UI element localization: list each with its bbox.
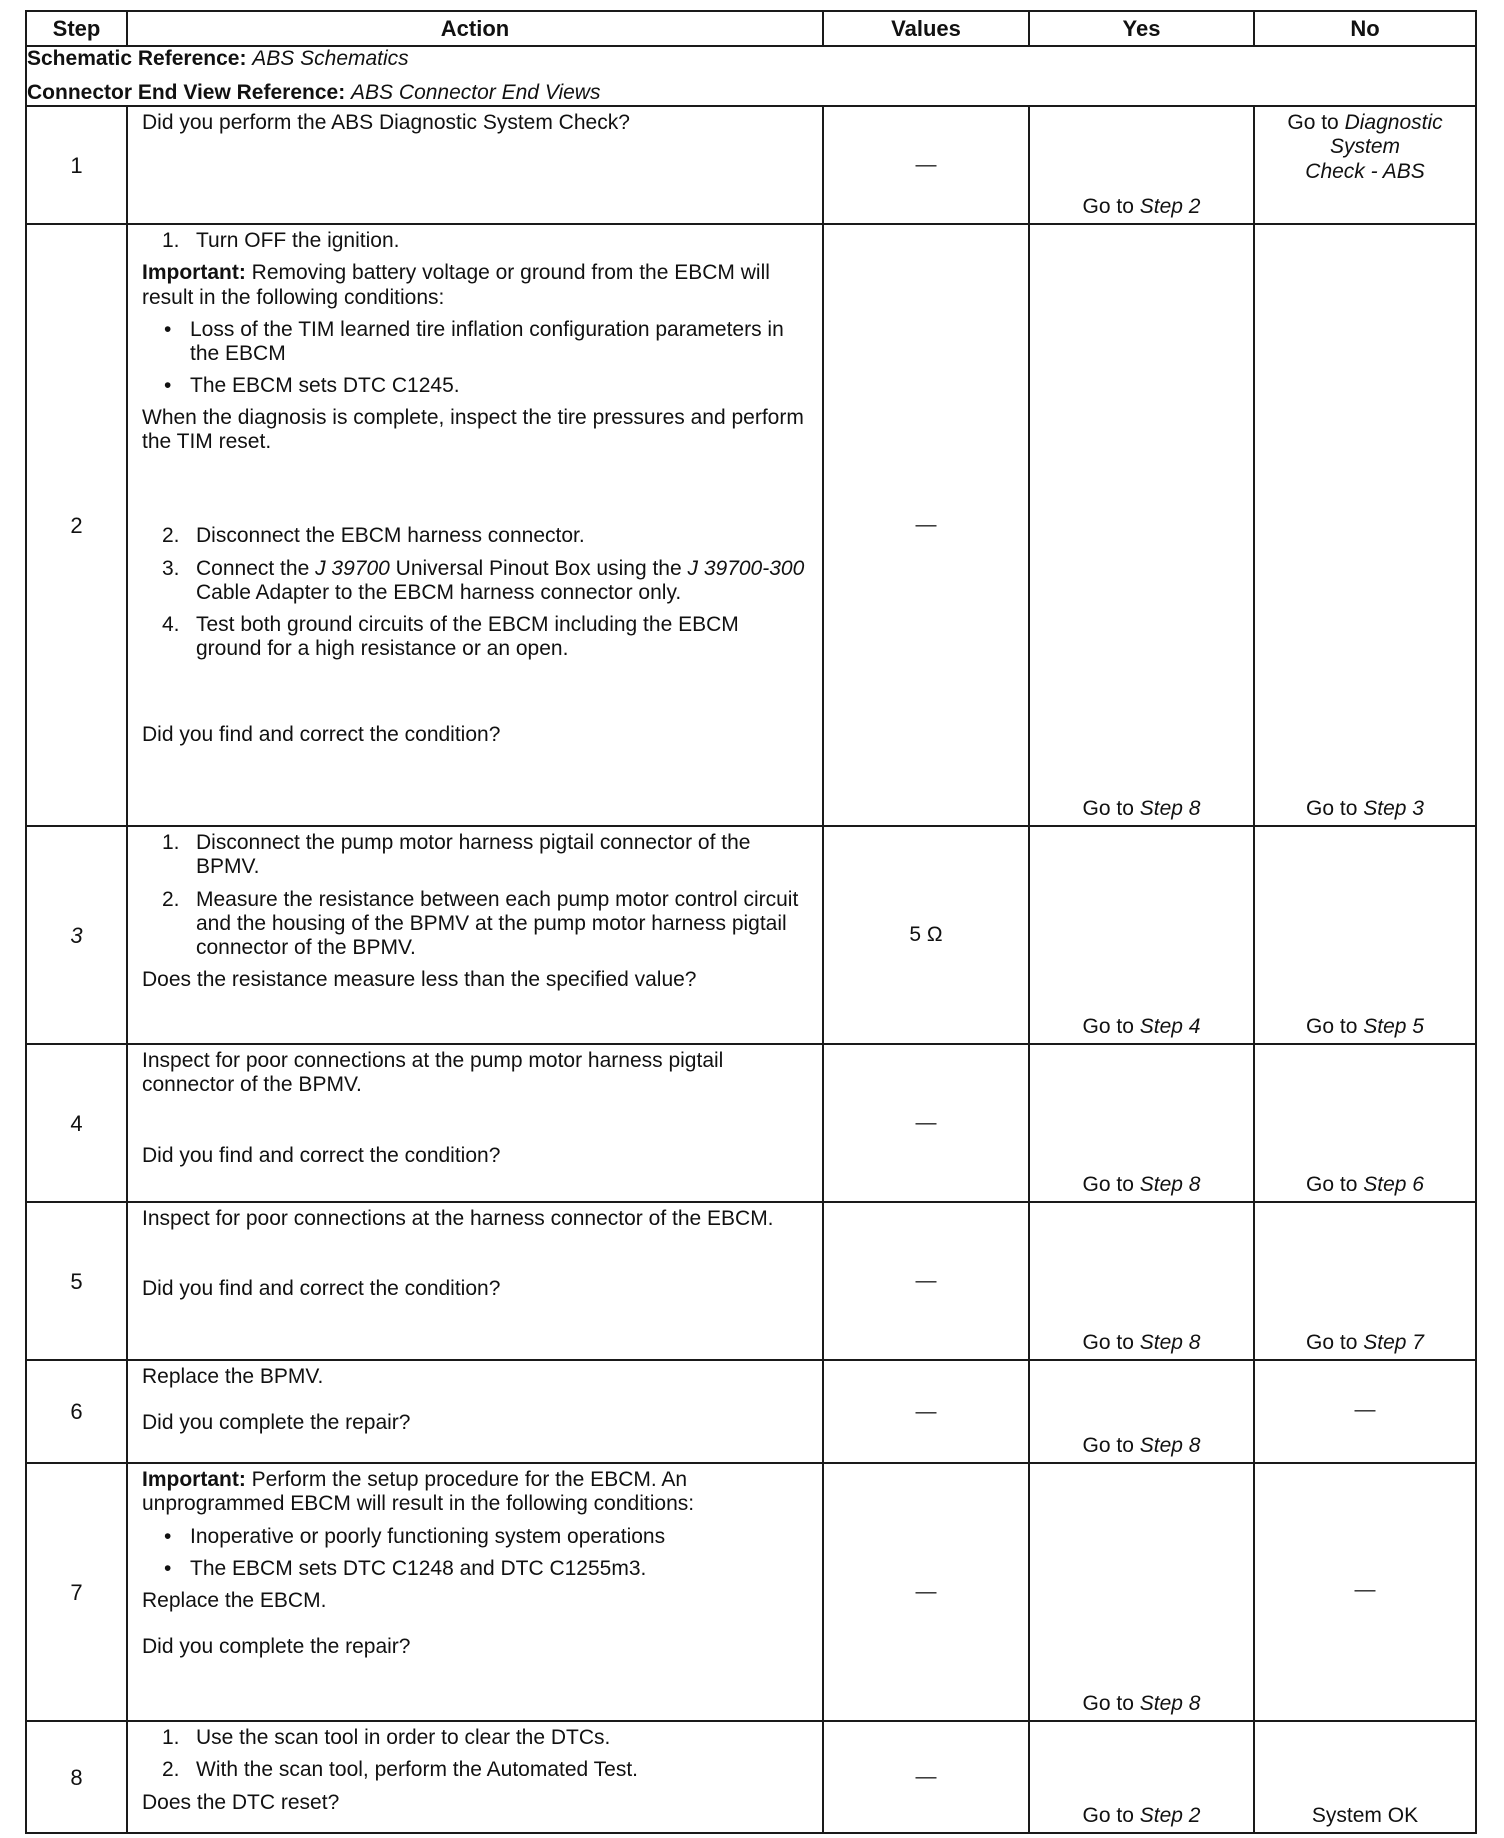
values-cell	[823, 1202, 1029, 1360]
step-number: 6	[26, 1360, 127, 1463]
no-cell	[1254, 1044, 1476, 1202]
action-text: Inspect for poor connections at the pump motor harness pigtail connector of the BPMV.	[142, 1049, 724, 1097]
list-item: 1. Disconnect the pump motor harness pigtail connector of the BPMV.	[162, 831, 751, 879]
goto-label: Go to	[1306, 1173, 1358, 1197]
table-row	[26, 106, 1476, 224]
list-item: 2. Disconnect the EBCM harness connector.	[162, 524, 585, 548]
list-item: 3. Connect the J 39700 Universal Pinout Box using the J 39700-300 Cable Adapter to the EBCM harness connector only.	[162, 556, 805, 604]
step-number: 3	[26, 826, 127, 1044]
no-step-ref: Step 7	[1363, 1331, 1424, 1355]
step-number: 8	[26, 1721, 127, 1833]
no-cell	[1254, 1202, 1476, 1360]
yes-step-ref: Step 2	[1139, 1804, 1201, 1828]
no-cell	[1254, 1463, 1476, 1721]
yes-step-ref: Step 8	[1139, 1692, 1201, 1716]
table-row	[26, 1044, 1476, 1202]
action-cell	[127, 1463, 823, 1721]
action-question: Did you complete the repair?	[142, 1634, 411, 1658]
values-cell	[823, 1044, 1029, 1202]
values-cell: 5 Ω	[823, 826, 1029, 1044]
reference-row	[26, 46, 1476, 106]
header-values: Values	[823, 11, 1029, 46]
yes-cell	[1029, 1044, 1254, 1202]
table-row	[26, 1463, 1476, 1721]
action-cell	[127, 1202, 823, 1360]
no-cell: System OK	[1254, 1721, 1476, 1833]
no-ref-line: Diagnostic	[1344, 111, 1443, 135]
action-question: Did you find and correct the condition?	[142, 1277, 501, 1301]
goto-label: Go to	[1082, 1173, 1134, 1197]
step-number: 5	[26, 1202, 127, 1360]
list-item: • The EBCM sets DTC C1245.	[164, 373, 460, 397]
yes-step-ref: Step 8	[1139, 797, 1201, 821]
step-number: 7	[26, 1463, 127, 1721]
dash-value: —	[915, 1111, 937, 1135]
goto-label: Go to	[1082, 797, 1134, 821]
goto-label: Go to	[1082, 1692, 1134, 1716]
action-question: Did you perform the ABS Diagnostic System Check?	[142, 111, 630, 135]
action-cell	[127, 106, 823, 224]
action-question: Did you complete the repair?	[142, 1411, 411, 1435]
action-cell	[127, 826, 823, 1044]
tool-ref: J 39700-300	[687, 556, 805, 580]
header-step: Step	[26, 11, 127, 46]
step-number: 4	[26, 1044, 127, 1202]
table-row	[26, 1721, 1476, 1833]
list-item: • The EBCM sets DTC C1248 and DTC C1255m3.	[164, 1556, 647, 1580]
yes-cell	[1029, 224, 1254, 826]
table-row	[26, 224, 1476, 826]
no-cell	[1254, 826, 1476, 1044]
goto-label: Go to	[1306, 1331, 1358, 1355]
no-step-ref: Step 5	[1363, 1015, 1424, 1039]
goto-label: Go to	[1306, 797, 1358, 821]
yes-step-ref: Step 2	[1139, 195, 1201, 219]
values-cell	[823, 106, 1029, 224]
yes-step-ref: Step 8	[1139, 1331, 1201, 1355]
list-item: 2. With the scan tool, perform the Automated Test.	[162, 1758, 639, 1782]
yes-cell	[1029, 1360, 1254, 1463]
no-cell	[1254, 1360, 1476, 1463]
list-item: 1. Turn OFF the ignition.	[162, 229, 400, 253]
connector-reference	[27, 81, 1475, 105]
yes-cell	[1029, 106, 1254, 224]
connector-reference-label: Connector End View Reference:	[27, 81, 346, 105]
header-no: No	[1254, 11, 1476, 46]
no-ref-line: Check - ABS	[1305, 159, 1425, 183]
goto-label: Go to	[1306, 1015, 1358, 1039]
no-step-ref: Step 6	[1363, 1173, 1424, 1197]
header-yes: Yes	[1029, 11, 1254, 46]
schematic-reference	[27, 47, 1475, 71]
dash-value: —	[915, 1269, 937, 1293]
dash-value: —	[915, 1580, 937, 1604]
values-cell	[823, 1360, 1029, 1463]
no-step-ref: Step 3	[1363, 797, 1424, 821]
yes-cell	[1029, 1202, 1254, 1360]
action-cell	[127, 224, 823, 826]
yes-step-ref: Step 8	[1139, 1173, 1201, 1197]
goto-label: Go to	[1082, 1804, 1134, 1828]
list-item: 2. Measure the resistance between each pump motor control circuit and the housing of the BPMV at the pump motor harness pigtail connector of the BPMV.	[162, 887, 799, 959]
list-item: 1. Use the scan tool in order to clear the DTCs.	[162, 1726, 611, 1750]
goto-label: Go to	[1082, 1015, 1134, 1039]
header-action: Action	[127, 11, 823, 46]
action-question: Did you find and correct the condition?	[142, 723, 501, 747]
yes-step-ref: Step 4	[1139, 1015, 1201, 1039]
header-row	[26, 11, 1476, 46]
dash-value: —	[915, 513, 937, 537]
important-note: Important: Removing battery voltage or ground from the EBCM will result in the following conditions:	[142, 261, 770, 309]
no-ref-line: System	[1329, 135, 1400, 159]
diagnostic-table	[25, 10, 1477, 1834]
list-item: 4. Test both ground circuits of the EBCM including the EBCM ground for a high resistance or an open.	[162, 612, 739, 660]
action-cell	[127, 1360, 823, 1463]
dash-value: —	[1354, 1578, 1376, 1602]
table-row	[26, 826, 1476, 1044]
action-question: Does the DTC reset?	[142, 1790, 340, 1814]
no-cell	[1254, 106, 1476, 224]
no-cell	[1254, 224, 1476, 826]
action-cell	[127, 1044, 823, 1202]
yes-cell	[1029, 1463, 1254, 1721]
values-cell	[823, 1463, 1029, 1721]
schematic-reference-value: ABS Schematics	[252, 47, 409, 70]
action-cell	[127, 1721, 823, 1833]
reference-cell	[26, 46, 1476, 106]
action-text: Replace the EBCM.	[142, 1588, 327, 1612]
table-row	[26, 1202, 1476, 1360]
dash-value: —	[915, 1399, 937, 1423]
dash-value: —	[1354, 1397, 1376, 1421]
dash-value: —	[915, 153, 937, 177]
values-cell	[823, 1721, 1029, 1833]
action-note: When the diagnosis is complete, inspect the tire pressures and perform the TIM reset.	[142, 406, 804, 454]
list-item: • Loss of the TIM learned tire inflation configuration parameters in the EBCM	[164, 317, 784, 365]
yes-cell	[1029, 1721, 1254, 1833]
goto-label: Go to	[1082, 1331, 1134, 1355]
action-question: Does the resistance measure less than the specified value?	[142, 967, 697, 991]
dash-value: —	[915, 1765, 937, 1789]
important-note: Important: Perform the setup procedure for the EBCM. An unprogrammed EBCM will result in the following conditions:	[142, 1468, 695, 1516]
yes-step-ref: Step 8	[1139, 1434, 1201, 1458]
goto-label: Go to	[1082, 195, 1134, 219]
schematic-reference-label: Schematic Reference:	[27, 47, 247, 70]
action-question: Did you find and correct the condition?	[142, 1143, 501, 1167]
action-text: Inspect for poor connections at the harness connector of the EBCM.	[142, 1207, 774, 1231]
tool-ref: J 39700	[315, 556, 390, 580]
goto-label: Go to	[1082, 1434, 1134, 1458]
step-number: 1	[26, 106, 127, 224]
step-number: 2	[26, 224, 127, 826]
list-item: • Inoperative or poorly functioning system operations	[164, 1524, 666, 1548]
goto-label: Go to	[1287, 111, 1339, 135]
yes-cell	[1029, 826, 1254, 1044]
table-row	[26, 1360, 1476, 1463]
values-cell	[823, 224, 1029, 826]
connector-reference-value: ABS Connector End Views	[351, 81, 601, 105]
action-text: Replace the BPMV.	[142, 1365, 324, 1389]
